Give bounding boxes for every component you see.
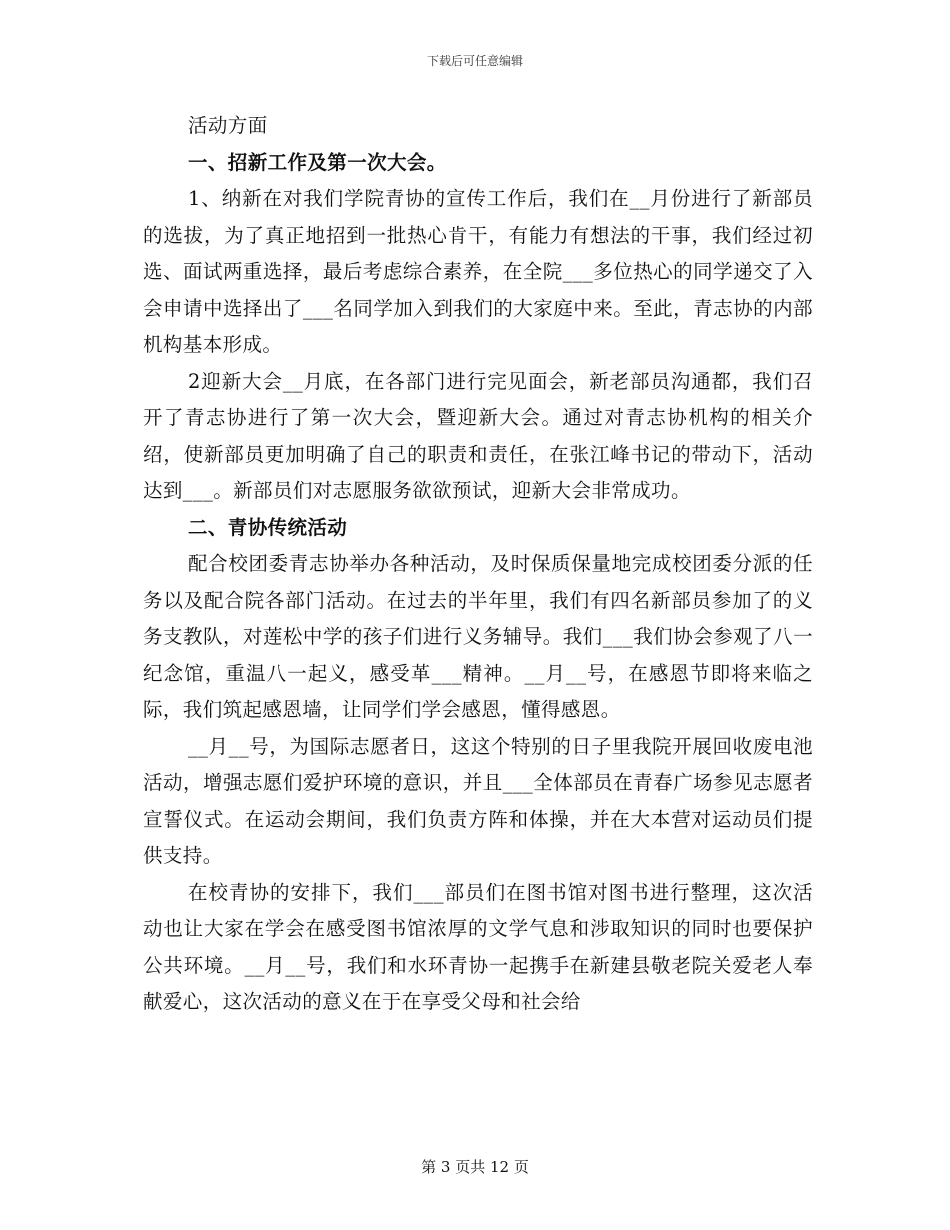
paragraph-recruitment: 1、纳新在对我们学院青协的宣传工作后，我们在__月份进行了新部员的选拔，为了真正地招到一批热心肯干，有能力有想法的干事，我们经过初选、面试两重选择，最后考虑综合素养，在全院___多位热心的同学递交了入会申请中选择出了___名同学加入到我们的大家庭中来。至此，青志协的内部机构基本形成。 (143, 187, 813, 356)
heading-traditional-activities: 二、青协传统活动 (188, 515, 348, 539)
paragraph-welcome-meeting: 2迎新大会__月底，在各部门进行完见面会，新老部员沟通都，我们召开了青志协进行了第一次大会，暨迎新大会。通过对青志协机构的相关介绍，使新部员更加明确了自己的职责和责任，在张江峰书记的带动下，活动达到___。新部员们对志愿服务欲欲预试，迎新大会非常成功。 (143, 369, 813, 502)
page-footer: 第 3 页共 12 页 (421, 1158, 529, 1176)
page-header: 下载后可任意编辑 (426, 54, 523, 68)
section-label: 活动方面 (188, 114, 268, 137)
heading-recruitment: 一、招新工作及第一次大会。 (188, 150, 447, 174)
paragraph-volunteer-day: __月__号，为国际志愿者日，这这个特别的日子里我院开展回收废电池活动，增强志愿们爱护环境的意识，并且___全体部员在青春广场参见志愿者宣誓仪式。在运动会期间，我们负责方阵和体操，并在大本营对运动员们提供支持。 (143, 734, 813, 867)
paragraph-activities: 配合校团委青志协举办各种活动，及时保质保量地完成校团委分派的任务以及配合院各部门活动。在过去的半年里，我们有四名新部员参加了的义务支教队，对莲松中学的孩子们进行义务辅导。我们___我们协会参观了八一纪念馆，重温八一起义，感受革___精神。__月__号，在感恩节即将来临之际，我们筑起感恩墙，让同学们学会感恩，懂得感恩。 (143, 552, 813, 721)
paragraph-library: 在校青协的安排下，我们___部员们在图书馆对图书进行整理，这次活动也让大家在学会在感受图书馆浓厚的文学气息和涉取知识的同时也要保护公共环境。__月__号，我们和水环青协一起携手在新建县敬老院关爱老人奉献爱心，这次活动的意义在于在享受父母和社会给 (143, 880, 813, 1013)
document-body (143, 108, 813, 1021)
